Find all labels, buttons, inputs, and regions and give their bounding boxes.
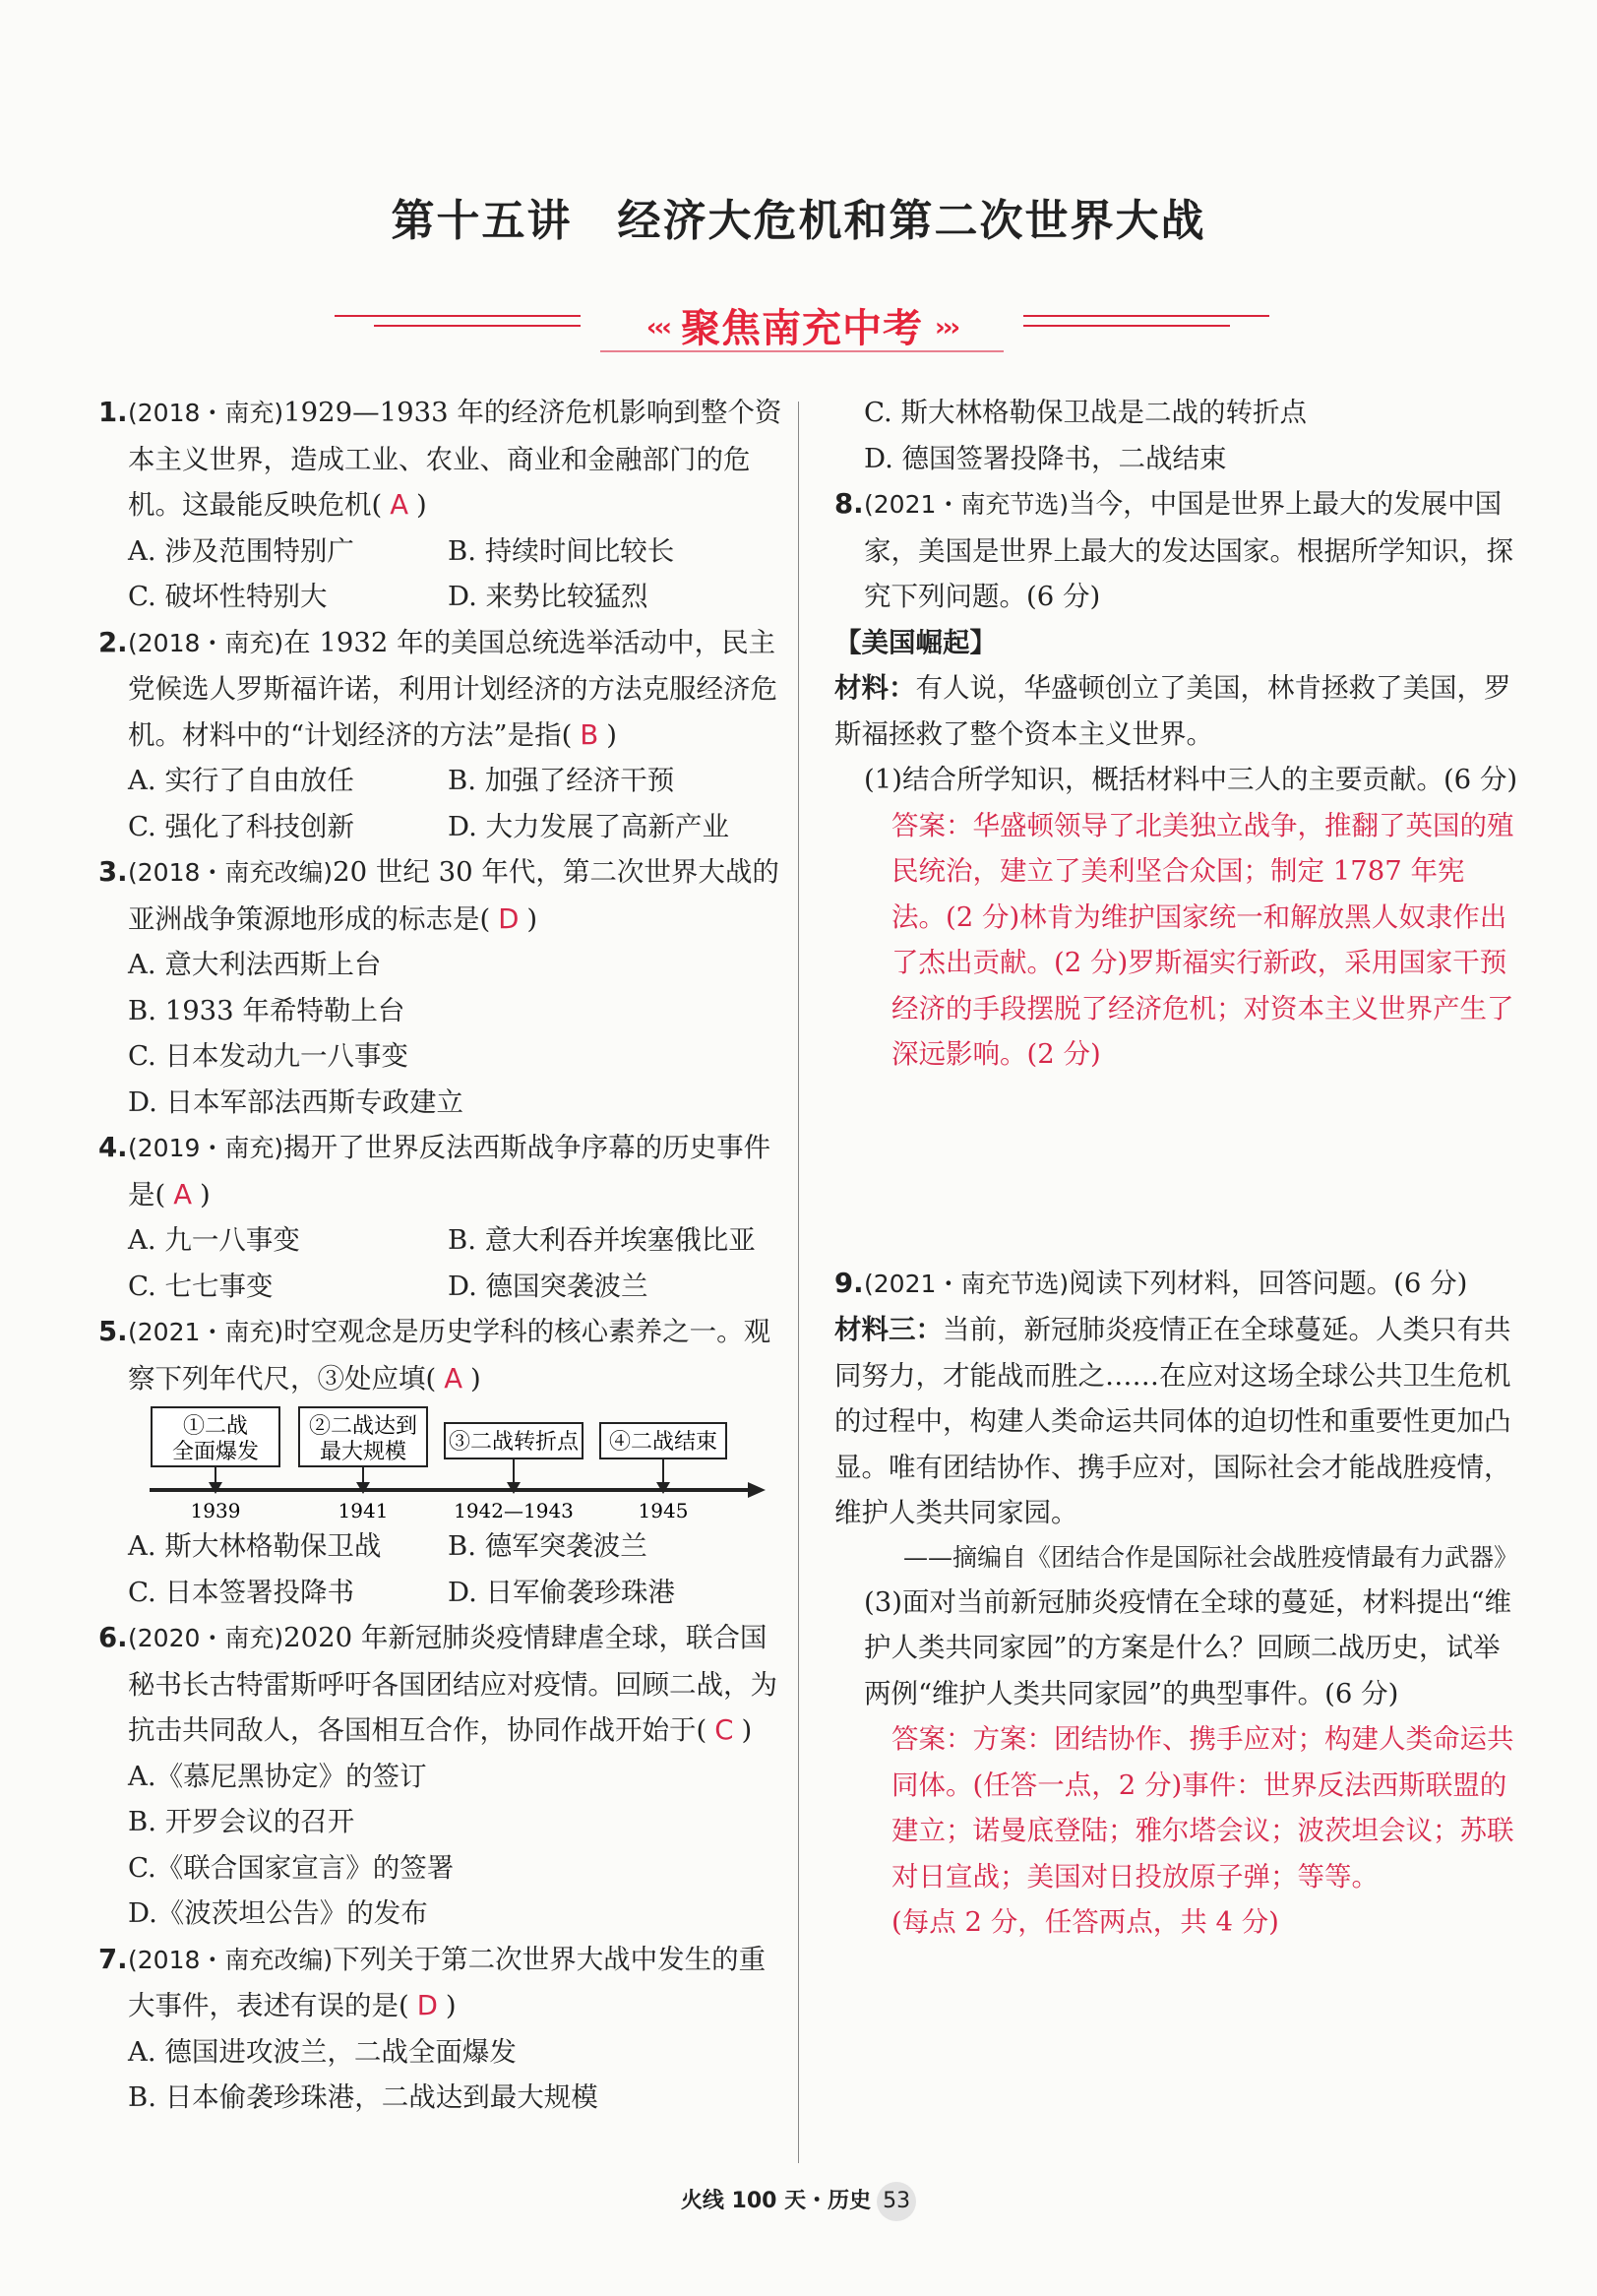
option: D.《波茨坦公告》的发布 — [128, 1897, 428, 1929]
question-2: 2. (2018・南充)在 1932 年的美国总统选举活动中，民主党候选人罗斯福许诺，利用计划经济的方法克服经济危机。材料中的“计划经济的方法”是指( B ) — [98, 626, 777, 751]
answer-mark: D — [416, 1990, 438, 2021]
banner-text: 聚焦南充中考 — [681, 306, 923, 351]
option: A. 意大利法西斯上台 — [128, 949, 382, 980]
option: A. 德国进攻波兰，二战全面爆发 — [128, 2035, 517, 2068]
option: C.《联合国家宣言》的签署 — [128, 1851, 455, 1884]
answer-text: 答案：华盛顿领导了北美独立战争，推翻了英国的殖民统治，建立了美利坚合众国；制定 1787 年宪法。(2 分)林肯为维护国家统一和解放黑人奴隶作出了杰出贡献。(2 分)罗斯福实行新政，采用国家干预经济的手段摆脱了经济危机；对资本主义世界产生了深远影响。(2 分) — [891, 809, 1514, 1070]
option: D. 大力发展了高新产业 — [448, 810, 730, 842]
right-column — [834, 390, 1518, 1946]
timeline-box-2 — [299, 1407, 427, 1494]
answer-space — [834, 1078, 1518, 1261]
options-row — [98, 1217, 782, 1264]
timeline-box-1 — [152, 1407, 279, 1494]
question-6: 6. (2020・南充)2020 年新冠肺炎疫情肆虐全球，联合国秘书长古特雷斯呼吁各国团结应对疫情。回顾二战，为抗击共同敌人，各国相互合作，协同作战开始于( C ) — [98, 1622, 777, 1746]
option: D. 来势比较猛烈 — [448, 581, 648, 612]
option: B. 德军突袭波兰 — [448, 1530, 647, 1562]
option: D. 日本军部法西斯专政建立 — [128, 1086, 464, 1118]
timeline-year: 1942—1943 — [454, 1499, 574, 1522]
option: B. 意大利吞并埃塞俄比亚 — [448, 1224, 756, 1256]
option: B. 持续时间比较长 — [448, 534, 675, 567]
timeline-year: 1939 — [190, 1499, 241, 1522]
answer-note: (每点 2 分，任答两点，共 4 分) — [891, 1906, 1279, 1938]
section-banner — [335, 293, 1269, 354]
option: B. 加强了经济干预 — [448, 765, 675, 796]
answer-mark: A — [444, 1362, 463, 1395]
option: C. 日本签署投降书 — [128, 1576, 355, 1608]
left-column — [98, 390, 782, 2121]
question-9: 9. (2021・南充节选)阅读下列材料，回答问题。(6 分) — [834, 1267, 1468, 1299]
option: B. 日本偷袭珍珠港，二战达到最大规模 — [128, 2081, 598, 2113]
option: D. 日军偷袭珍珠港 — [448, 1576, 676, 1608]
material: 材料：有人说，华盛顿创立了美国，林肯拯救了美国，罗斯福拯救了整个资本主义世界。 — [834, 672, 1511, 750]
options-row — [98, 804, 782, 850]
svg-text:③二战转折点: ③二战转折点 — [448, 1430, 580, 1455]
svg-text:全面爆发: 全面爆发 — [171, 1440, 260, 1464]
answer-mark: B — [580, 718, 599, 751]
options-row — [98, 1570, 782, 1616]
answer-text: 答案：方案：团结协作、携手应对；构建人类命运共同体。(任答一点，2 分)事件：世界反法西斯联盟的建立；诺曼底登陆；雅尔塔会议；波茨坦会议；苏联对日宣战；美国对日投放原子弹；等等。 — [891, 1723, 1514, 1893]
timeline-year: 1941 — [338, 1499, 389, 1522]
question-5: 5. (2021・南充)时空观念是历史学科的核心素养之一。观察下列年代尺，③处应填( A ) — [98, 1316, 771, 1395]
page-title: 第十五讲 经济大危机和第二次世界大战 — [391, 196, 1206, 246]
question-8: 8. (2021・南充节选)当今，中国是世界上最大的发展中国家，美国是世界上最大的发达国家。根据所学知识，探究下列问题。(6 分) — [834, 488, 1513, 612]
option: C. 斯大林格勒保卫战是二战的转折点 — [864, 397, 1308, 428]
column-divider — [798, 402, 799, 2163]
option: D. 德国突袭波兰 — [448, 1270, 648, 1302]
question-1: 1. (2018・南充)1929—1933 年的经济危机影响到整个资本主义世界，造成工业、农业、商业和金融部门的危机。这最能反映危机( A ) — [98, 397, 782, 521]
option: A. 九一八事变 — [128, 1224, 300, 1256]
page-number: 53 — [877, 2182, 916, 2221]
section-label: 【美国崛起】 — [834, 626, 997, 658]
timeline-box-3 — [445, 1423, 583, 1494]
answer-mark: C — [714, 1714, 734, 1746]
answer-mark: A — [390, 489, 409, 521]
option: A. 涉及范围特别广 — [128, 534, 354, 567]
svg-text:①二战: ①二战 — [182, 1414, 249, 1439]
option: C. 日本发动九一八事变 — [128, 1040, 409, 1072]
option: C. 强化了科技创新 — [128, 810, 355, 842]
answer-mark: A — [173, 1178, 193, 1210]
timeline-box-4 — [600, 1423, 726, 1494]
material: 材料三：当前，新冠肺炎疫情正在全球蔓延。人类只有共同努力，才能战而胜之……在应对这场全球公共卫生危机的过程中，构建人类命运共同体的迫切性和重要性更加凸显。唯有团结协作、携手应对，国际社会才能战胜疫情，维护人类共同家园。 — [834, 1314, 1511, 1528]
option: D. 德国签署投降书，二战结束 — [864, 442, 1227, 474]
right-arrows-icon: ››› — [935, 313, 958, 342]
options-row — [98, 574, 782, 620]
options-row — [98, 1523, 782, 1570]
sub-question: (3)面对当前新冠肺炎疫情在全球的蔓延，材料提出“维护人类共同家园”的方案是什么？回顾二战历史，试举两例“维护人类共同家园”的典型事件。(6 分) — [864, 1585, 1512, 1709]
svg-text:②二战达到: ②二战达到 — [308, 1414, 418, 1439]
timeline-diagram — [150, 1401, 782, 1523]
option: B. 开罗会议的召开 — [128, 1806, 355, 1837]
svg-text:④二战结束: ④二战结束 — [608, 1430, 718, 1455]
sub-question: (1)结合所学知识，概括材料中三人的主要贡献。(6 分) — [864, 764, 1518, 795]
option: B. 1933 年希特勒上台 — [128, 994, 405, 1026]
options-row — [98, 758, 782, 804]
option: C. 破坏性特别大 — [128, 581, 328, 612]
material-source: ——摘编自《团结合作是国际社会战胜疫情最有力武器》 — [902, 1542, 1518, 1572]
option: A.《慕尼黑协定》的签订 — [128, 1760, 427, 1792]
timeline-year: 1945 — [638, 1499, 689, 1522]
left-arrows-icon: ‹‹‹ — [645, 313, 669, 342]
page-footer — [0, 2182, 1597, 2221]
question-7: 7. (2018・南充改编)下列关于第二次世界大战中发生的重大事件，表述有误的是( D ) — [98, 1943, 767, 2021]
answer-mark: D — [498, 902, 520, 935]
option: A. 实行了自由放任 — [128, 765, 354, 796]
svg-text:最大规模: 最大规模 — [319, 1440, 407, 1464]
options-row — [98, 528, 782, 575]
question-3: 3. (2018・南充改编)20 世纪 30 年代，第二次世界大战的亚洲战争策源地形成的标志是( D ) — [98, 856, 779, 935]
options-row — [98, 1264, 782, 1310]
option: C. 七七事变 — [128, 1270, 274, 1302]
footer-text: 火线 100 天・历史 — [680, 2189, 872, 2213]
option: A. 斯大林格勒保卫战 — [128, 1530, 382, 1562]
question-4: 4. (2019・南充)揭开了世界反法西斯战争序幕的历史事件是( A ) — [98, 1132, 771, 1210]
